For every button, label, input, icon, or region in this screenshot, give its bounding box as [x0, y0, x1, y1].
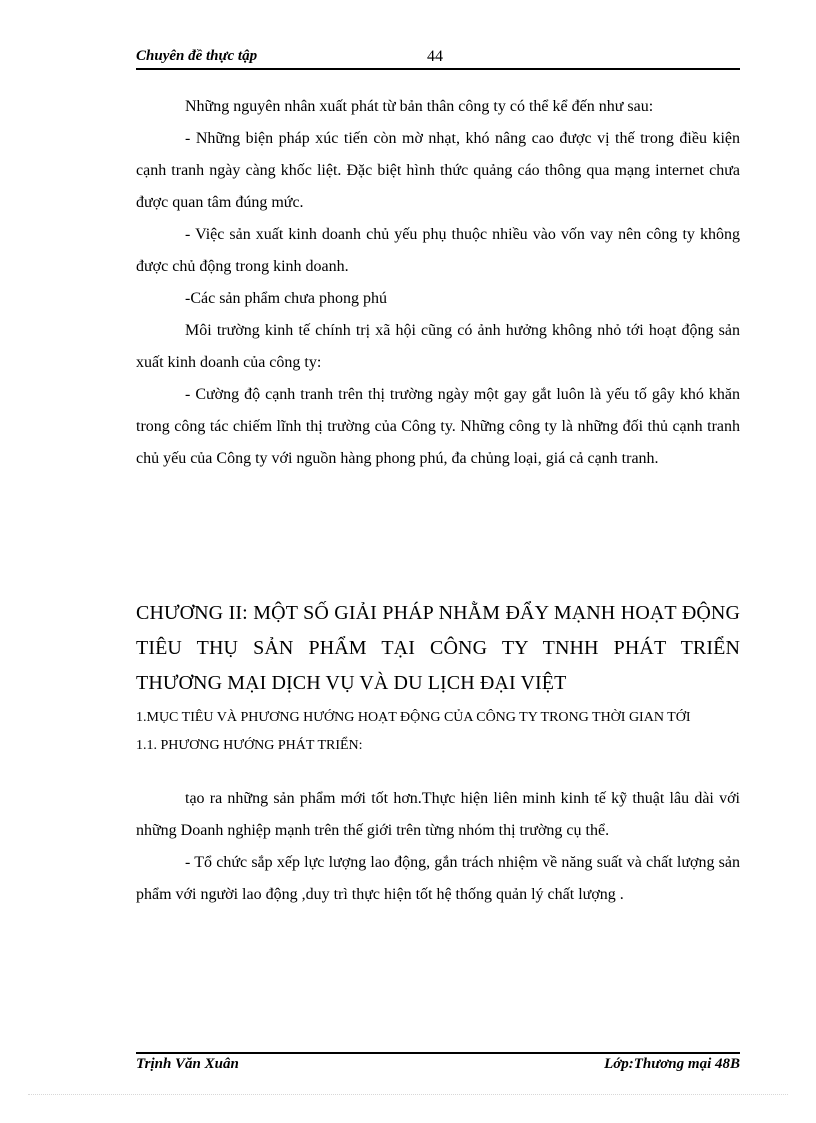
- page-header: [136, 46, 740, 68]
- body-text-2: [136, 783, 740, 911]
- paragraph: Những nguyên nhân xuất phát từ bản thân công ty có thể kể đến như sau:: [185, 98, 654, 115]
- page-number: 44: [427, 48, 443, 65]
- paragraph: - Việc sản xuất kinh doanh chủ yếu phụ thuộc nhiều vào vốn vay nên công ty không được chủ động trong kinh doanh.: [136, 226, 740, 275]
- paragraph: - Những biện pháp xúc tiến còn mờ nhạt, khó nâng cao được vị thế trong điều kiện cạnh tranh ngày càng khốc liệt. Đặc biệt hình thức quảng cáo thông qua mạng internet chưa được quan tâm đúng mức.: [136, 130, 740, 211]
- paragraph: - Cường độ cạnh tranh trên thị trường ngày một gay gắt luôn là yếu tố gây khó khăn trong công tác chiếm lĩnh thị trường của Công ty. Những công ty là những đối thủ cạnh tranh chủ yếu của Công ty với nguồn hàng phong phú, đa chủng loại, giá cả cạnh tranh.: [136, 386, 740, 467]
- page-footer: [136, 1056, 740, 1078]
- paragraph: - Tổ chức sắp xếp lực lượng lao động, gắn trách nhiệm về năng suất và chất lượng sản phẩm với người lao động ,duy trì thực hiện tốt hệ thống quản lý chất lượng .: [136, 854, 740, 903]
- header-rule: [136, 68, 740, 70]
- section-heading-1: 1.MỤC TIÊU VÀ PHƯƠNG HƯỚNG HOẠT ĐỘNG CỦA CÔNG TY TRONG THỜI GIAN TỚI: [136, 710, 691, 725]
- chapter-title: CHƯƠNG II: MỘT SỐ GIẢI PHÁP NHẰM ĐẨY MẠNH HOẠT ĐỘNG TIÊU THỤ SẢN PHẨM TẠI CÔNG TY TNHH PHÁT TRIỂN THƯƠNG MẠI DỊCH VỤ VÀ DU LỊCH ĐẠI VIỆT: [136, 602, 740, 694]
- paragraph: -Các sản phẩm chưa phong phú: [185, 290, 387, 307]
- body-text-1: [136, 91, 740, 475]
- header-title: Chuyên đề thực tập: [136, 48, 258, 64]
- section-heading-1-1: 1.1. PHƯƠNG HƯỚNG PHÁT TRIỂN:: [136, 738, 363, 753]
- paragraph: Môi trường kinh tế chính trị xã hội cũng có ảnh hưởng không nhỏ tới hoạt động sản xuất kinh doanh của công ty:: [136, 322, 740, 371]
- paragraph: tạo ra những sản phẩm mới tốt hơn.Thực hiện liên minh kinh tế kỹ thuật lâu dài với những Doanh nghiệp mạnh trên thế giới trên từng nhóm thị trường cụ thể.: [136, 790, 740, 839]
- footer-rule: [136, 1052, 740, 1054]
- footer-class: Lớp:Thương mại 48B: [604, 1056, 740, 1072]
- footer-author: Trịnh Văn Xuân: [136, 1056, 239, 1072]
- page-edge-dots: [28, 1094, 788, 1095]
